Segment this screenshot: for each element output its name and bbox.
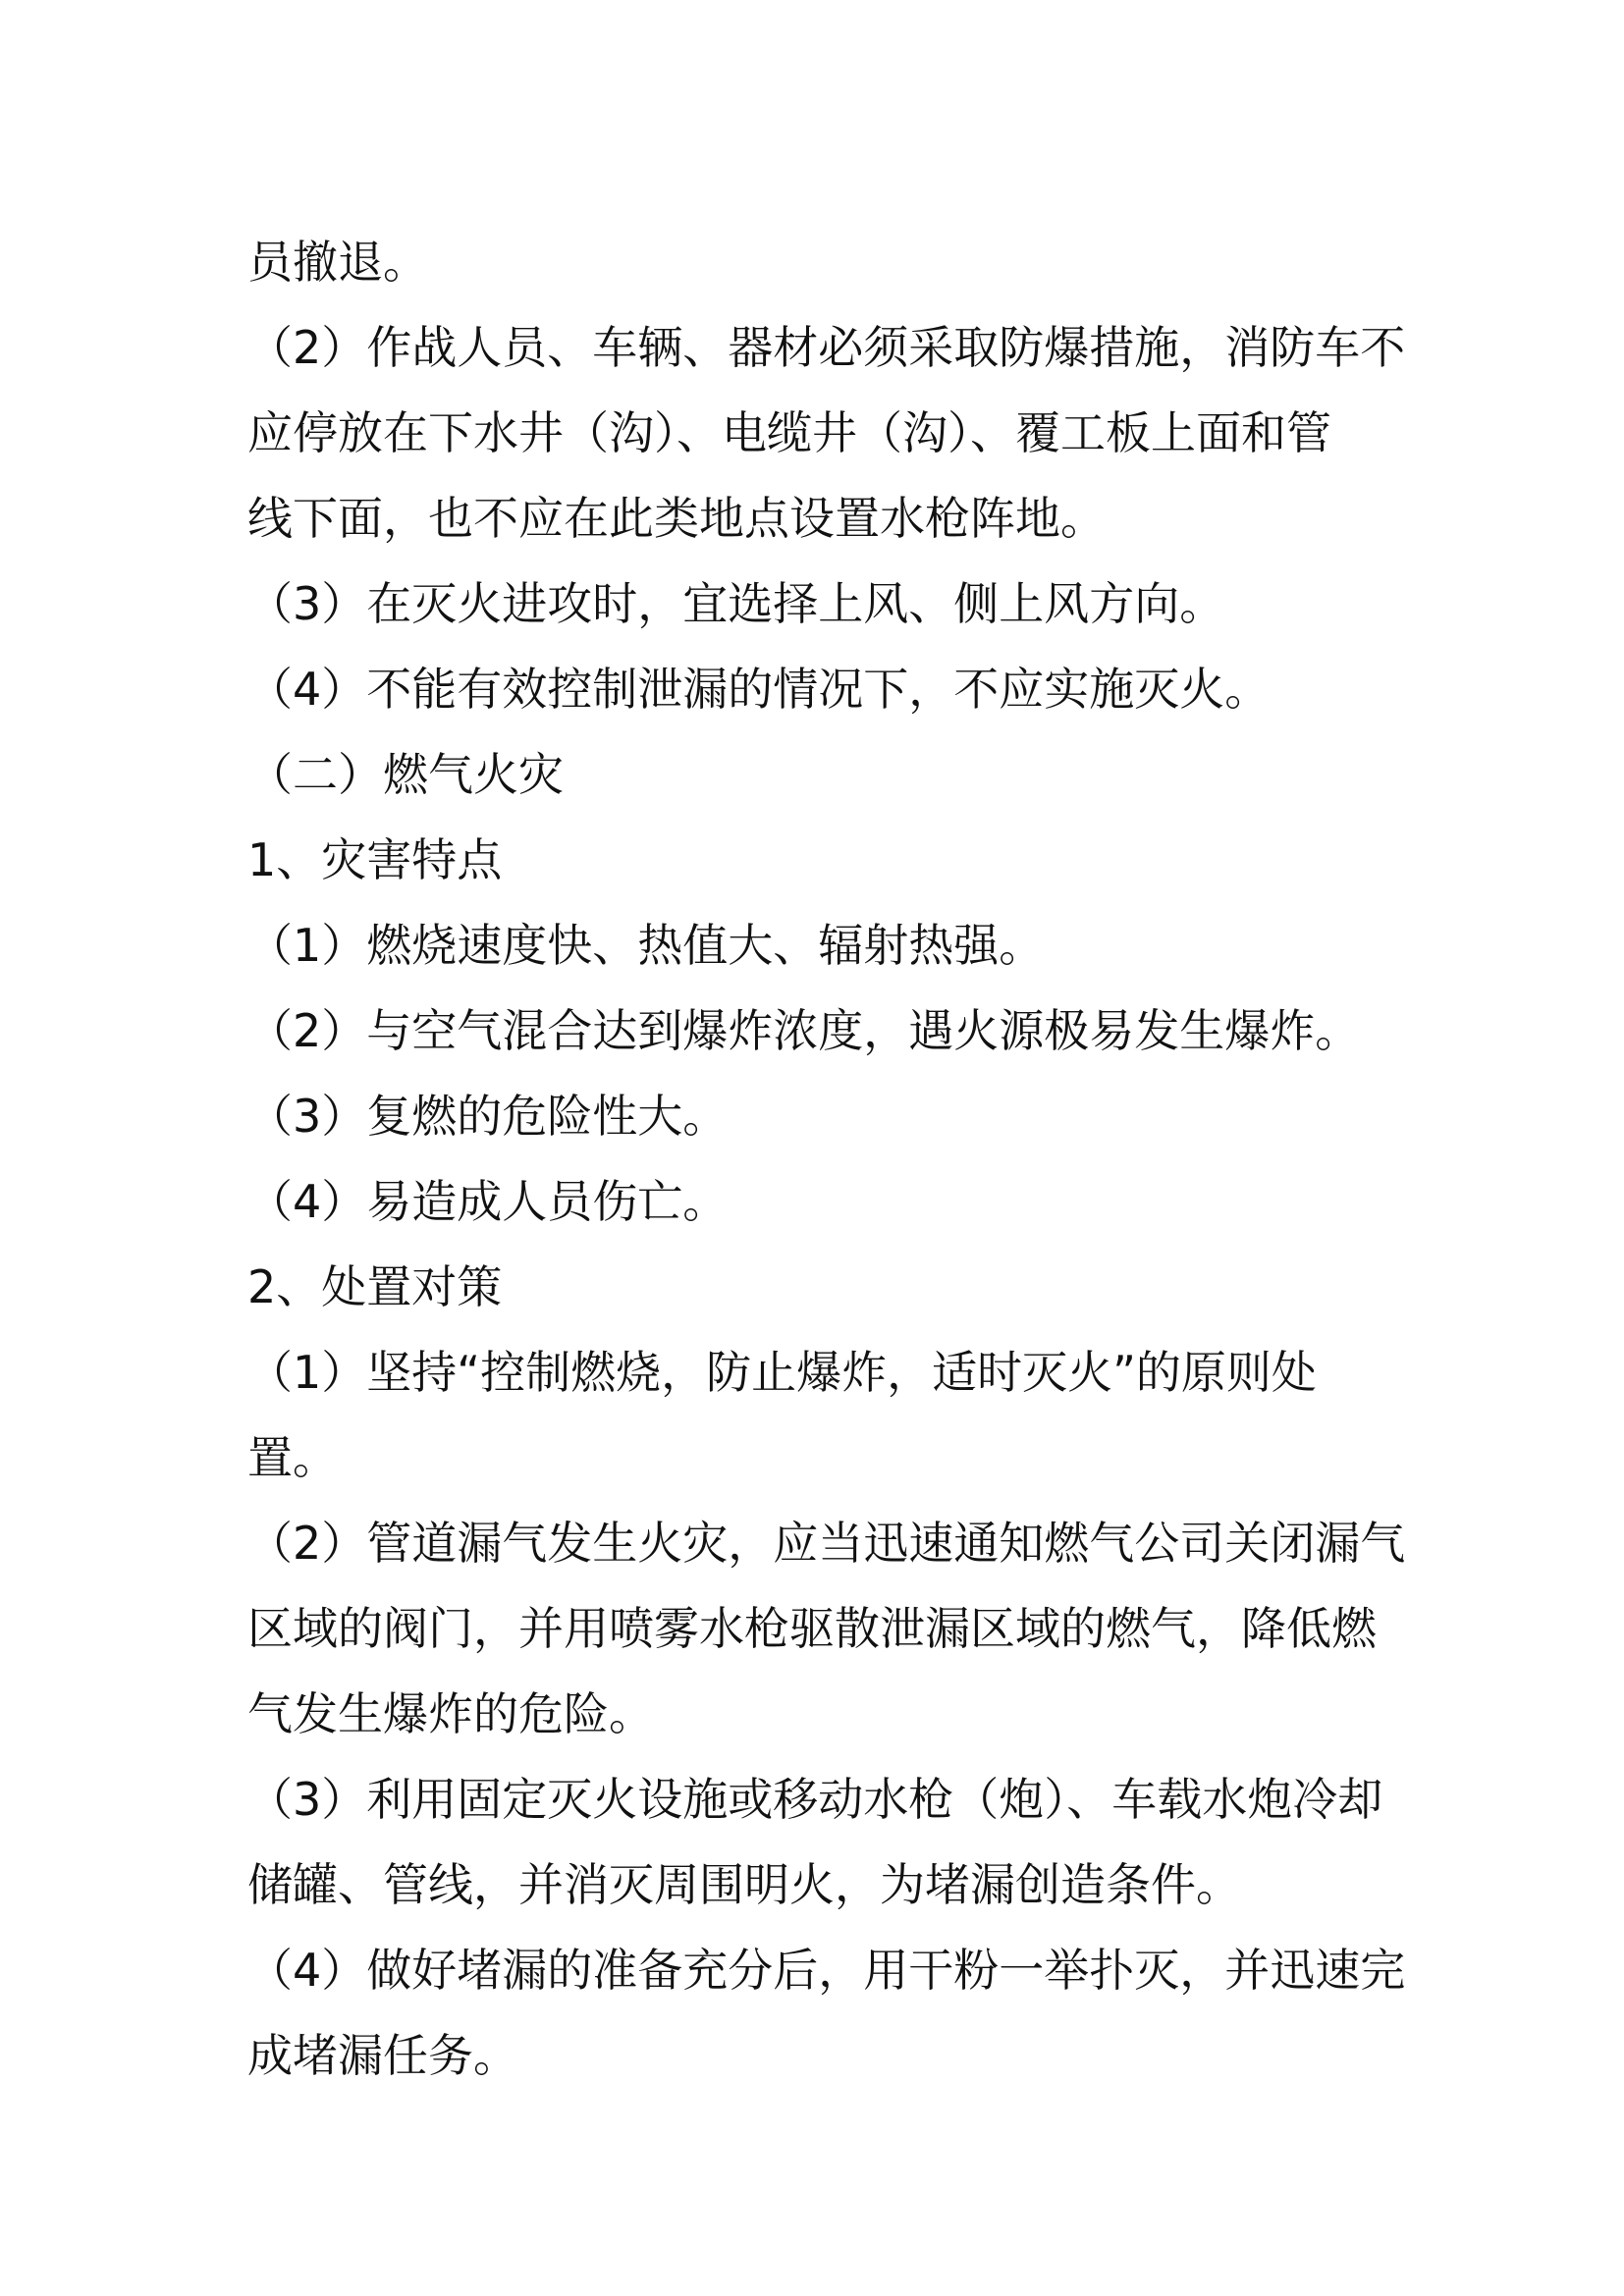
text-line: （3）在灭火进攻时，宜选择上风、侧上风方向。 bbox=[247, 577, 1225, 630]
subsection-heading: 2、处置对策 bbox=[247, 1260, 503, 1313]
text-line: （4）易造成人员伤亡。 bbox=[247, 1175, 729, 1228]
text-line: （1）坚持“控制燃烧，防止爆炸，适时灭火”的原则处 bbox=[247, 1346, 1317, 1399]
text-line: （3）利用固定灭火设施或移动水枪（炮）、车载水炮冷却 bbox=[247, 1773, 1383, 1826]
text-line: （4）不能有效控制泄漏的情况下，不应实施灭火。 bbox=[247, 663, 1271, 716]
text-line: （1）燃烧速度快、热值大、辐射热强。 bbox=[247, 919, 1045, 972]
text-line: 区域的阀门，并用喷雾水枪驱散泄漏区域的燃气，降低燃 bbox=[247, 1602, 1377, 1655]
text-line: （2）管道漏气发生火灾，应当迅速通知燃气公司关闭漏气 bbox=[247, 1517, 1406, 1570]
text-line: （2）与空气混合达到爆炸浓度，遇火源极易发生爆炸。 bbox=[247, 1004, 1361, 1057]
text-line: 成堵漏任务。 bbox=[247, 2029, 518, 2082]
text-line: 应停放在下水井（沟）、电缆井（沟）、覆工板上面和管 bbox=[247, 406, 1331, 459]
text-line: 员撤退。 bbox=[247, 236, 428, 289]
text-line: 储罐、管线，并消灭周围明火，为堵漏创造条件。 bbox=[247, 1858, 1241, 1911]
text-line: 置。 bbox=[247, 1431, 338, 1484]
text-line: 线下面，也不应在此类地点设置水枪阵地。 bbox=[247, 492, 1106, 545]
text-line: （3）复燃的危险性大。 bbox=[247, 1090, 729, 1143]
text-line: （4）做好堵漏的准备充分后，用干粉一举扑灭，并迅速完 bbox=[247, 1944, 1406, 1997]
text-line: 气发生爆炸的危险。 bbox=[247, 1687, 654, 1740]
subsection-heading: 1、灾害特点 bbox=[247, 833, 503, 886]
text-line: （2）作战人员、车辆、器材必须采取防爆措施，消防车不 bbox=[247, 321, 1406, 374]
section-heading: （二）燃气火灾 bbox=[247, 748, 564, 801]
document-page bbox=[247, 220, 1406, 2099]
